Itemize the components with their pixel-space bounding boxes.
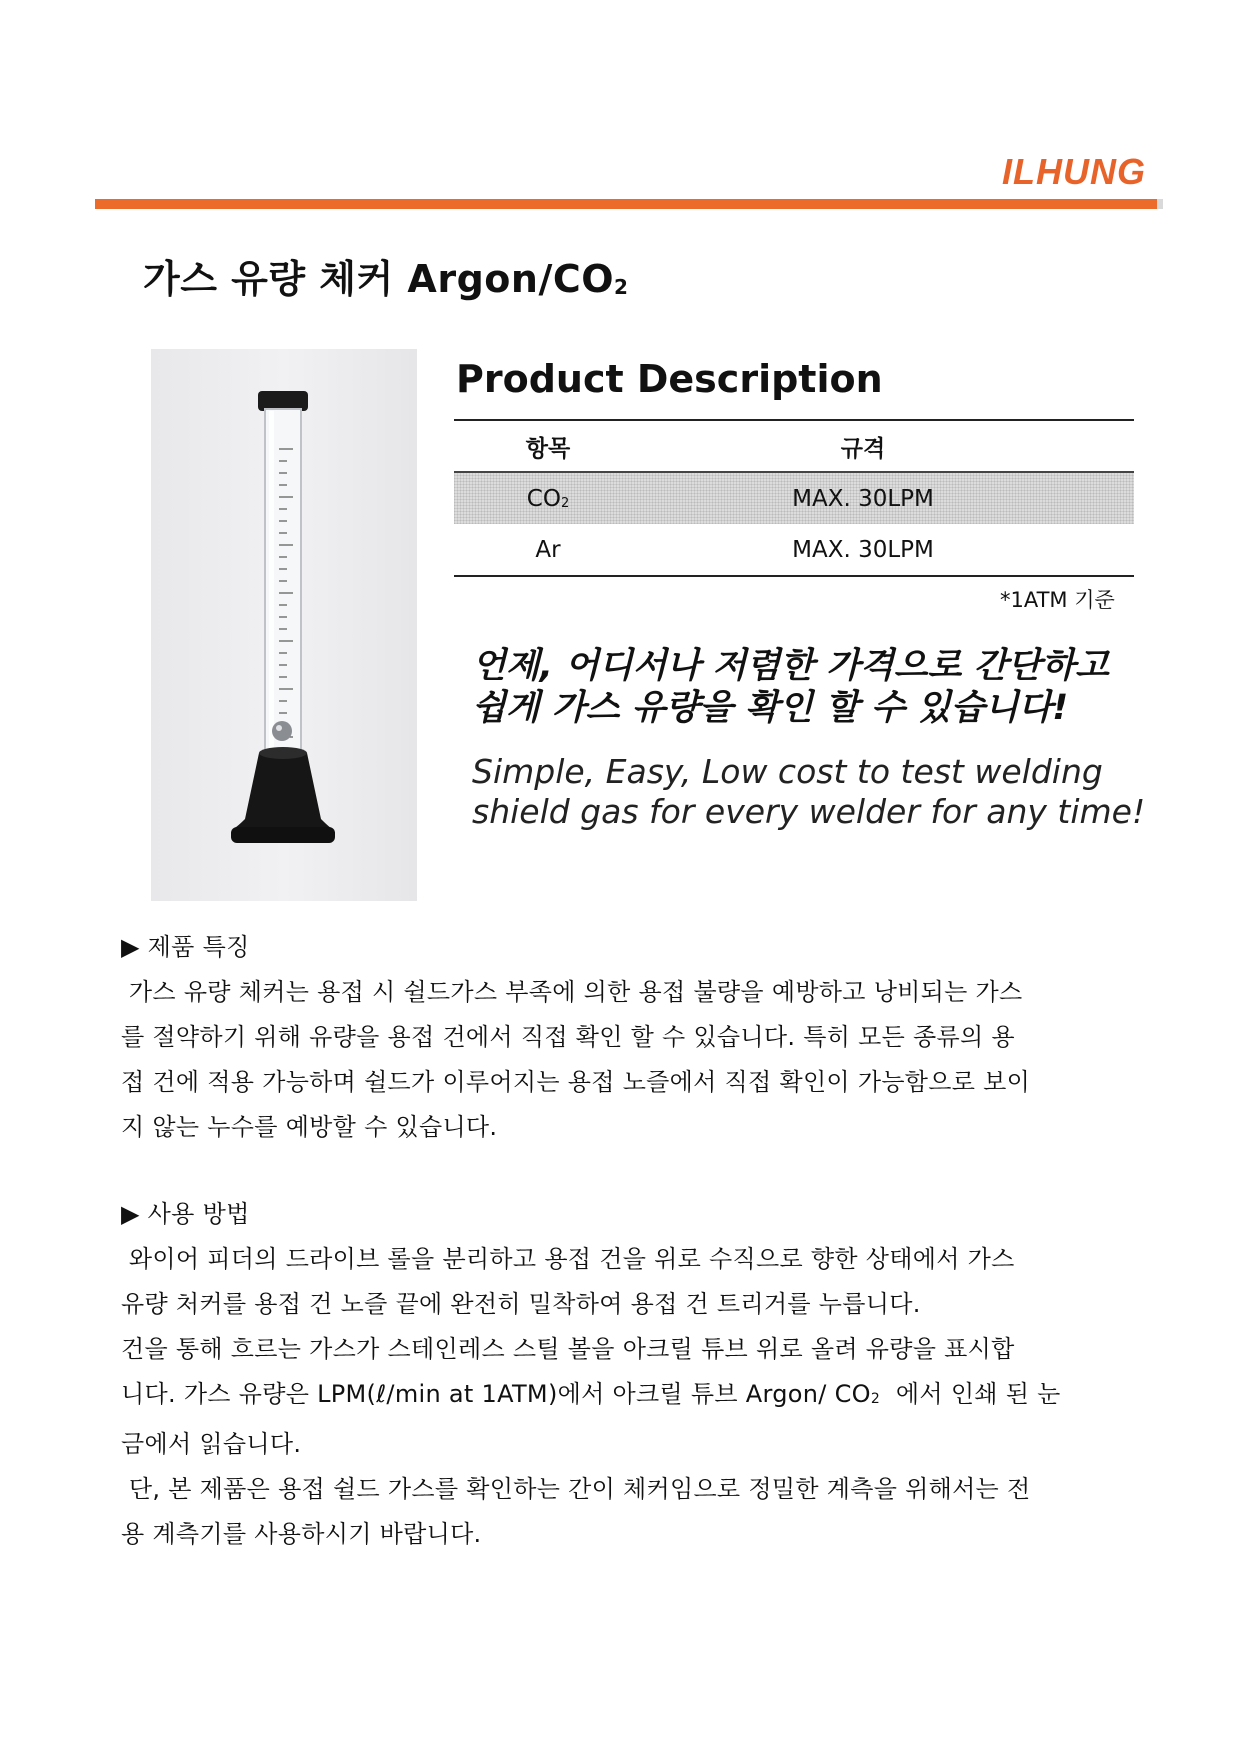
row-spec: MAX. 30LPM [792,536,934,563]
usage-section [121,1192,1091,1557]
product-photo [151,349,417,901]
header-item: 항목 [525,435,571,462]
usage-line: 금에서 읽습니다. [121,1430,302,1458]
brand-logo [1002,148,1162,194]
row-item: Ar [535,536,561,563]
header-spec: 규격 [840,435,886,462]
slogan-en-line: Simple, Easy, Low cost to test welding [472,752,1103,791]
slogan-en-line: shield gas for every welder for any time! [472,792,1146,831]
usage-line: 건을 통해 흐르는 가스가 스테인레스 스틸 볼을 아크릴 튜브 위로 올려 유량을 표시합 [121,1335,1015,1363]
usage-line: 단, 본 제품은 용접 쉴드 가스를 확인하는 간이 체커임으로 정밀한 계측을 위해서는 전 [121,1475,1031,1503]
table-header-row [454,421,1134,471]
product-description-heading: Product Description [456,357,883,401]
features-section [121,925,1091,1150]
row-item: $CO_2$ [526,485,570,512]
usage-line: 와이어 피더의 드라이브 롤을 분리하고 용접 건을 위로 수직으로 향한 상태에서 가스 [121,1245,1015,1273]
table-row [454,524,1134,575]
features-heading: ▶ 제품 특징 [121,933,250,961]
table-row [454,473,1134,524]
svg-text:ILHUNG: ILHUNG [1002,151,1146,192]
usage-heading: ▶ 사용 방법 [121,1200,250,1228]
usage-line: 유량 처커를 용접 건 노즐 끝에 완전히 밀착하여 용접 건 트리거를 누릅니다. [121,1290,921,1318]
slogan-ko-line: 언제, 어디서나 저렴한 가격으로 간단하고 [472,646,1109,686]
slogan-english [472,752,1152,832]
spec-table [454,419,1134,577]
features-line: 를 절약하기 위해 유량을 용접 건에서 직접 확인 할 수 있습니다. 특히 모든 종류의 용 [121,1023,1015,1051]
slogan-ko-line: 쉽게 가스 유량을 확인 할 수 있습니다! [472,688,1069,728]
features-line: 접 건에 적용 가능하며 쉴드가 이루어지는 용접 노즐에서 직접 확인이 가능함으로 보이 [121,1068,1031,1096]
slogan-korean [472,645,1152,729]
features-line: 지 않는 누수를 예방할 수 있습니다. [121,1113,498,1141]
features-line: 가스 유량 체커는 용접 시 쉴드가스 부족에 의한 용접 불량을 예방하고 낭비되는 가스 [121,978,1023,1006]
usage-line: 용 계측기를 사용하시기 바랍니다. [121,1520,482,1548]
header-rule [95,199,1163,209]
row-spec: MAX. 30LPM [792,485,934,512]
page-title: 가스 유량 체커 Argon/$CO_2$ [143,257,629,301]
usage-line: 니다. 가스 유량은 LPM(ℓ/min at 1ATM)에서 아크릴 튜브 Argon/ $CO_2$ 에서 인쇄 된 눈 [121,1380,1061,1408]
table-footnote: *1ATM 기준 [1000,588,1115,612]
table-bottom-rule [454,575,1134,577]
